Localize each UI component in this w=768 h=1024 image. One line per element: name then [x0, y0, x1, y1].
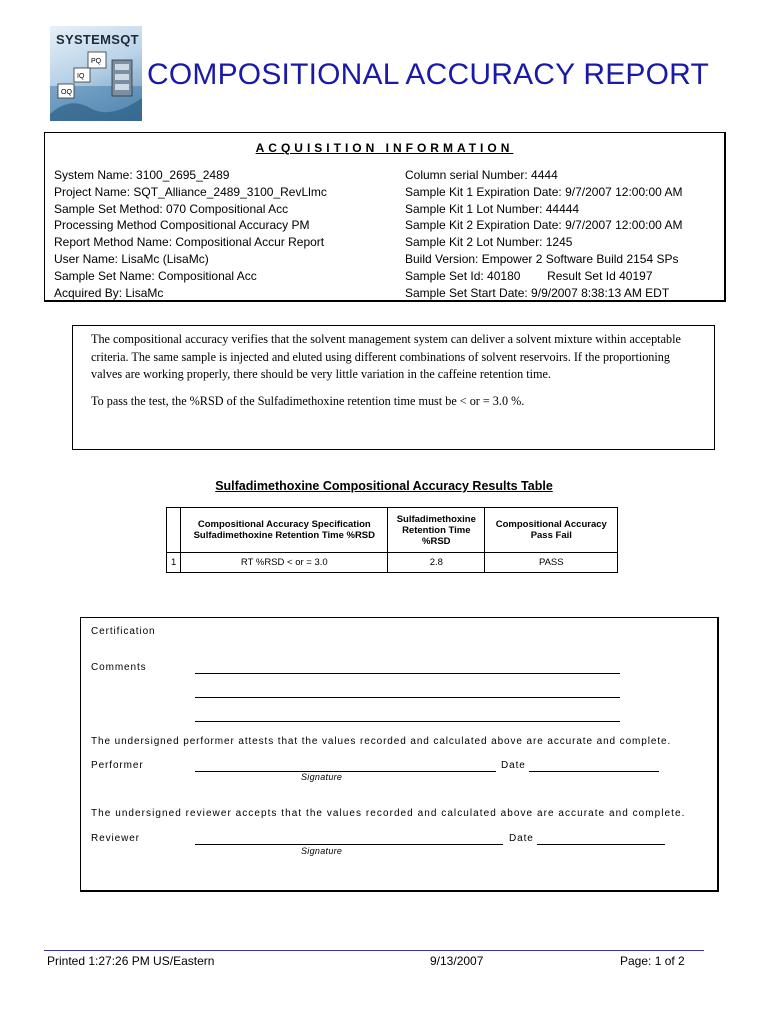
logo-pq-label: PQ: [91, 58, 102, 65]
acquisition-info-box: [44, 132, 726, 302]
system-name: System Name: 3100_2695_2489: [54, 168, 230, 182]
reviewer-date-line[interactable]: [537, 844, 665, 845]
results-table-title: Sulfadimethoxine Compositional Accuracy Results Table: [215, 479, 553, 493]
table-row: [167, 553, 618, 573]
kit1-lot-number: Sample Kit 1 Lot Number: 44444: [405, 201, 580, 216]
kit1-expiration: Sample Kit 1 Expiration Date: 9/7/2007 12:00:00 AM: [405, 184, 683, 199]
row-index: 1: [167, 553, 181, 573]
report-method-name: Report Method Name: Compositional Accur Report: [54, 235, 325, 250]
performer-date-label: Date: [501, 760, 526, 771]
index-header: [167, 508, 181, 553]
pass-criteria-paragraph: To pass the test, the %RSD of the Sulfadimethoxine retention time must be < or = 3.0 %.: [91, 393, 525, 408]
performer-statement: The undersigned performer attests that the values recorded and calculated above are accurate and complete.: [91, 736, 672, 747]
pass-fail-header: Compositional Accuracy Pass Fail: [485, 508, 618, 553]
kit2-expiration: Sample Kit 2 Expiration Date: 9/7/2007 12:00:00 AM: [405, 218, 683, 233]
certification-title: Certification: [91, 626, 156, 637]
test-description-box: [72, 325, 715, 450]
sample-set-method: Sample Set Method: 070 Compositional Acc: [54, 201, 289, 216]
reviewer-date-label: Date: [509, 833, 534, 844]
certification-box: [80, 617, 719, 892]
performer-date-line[interactable]: [529, 771, 659, 772]
print-date: 9/13/2007: [430, 954, 484, 968]
comments-line-1[interactable]: [195, 673, 620, 674]
comments-line-3[interactable]: [195, 721, 620, 722]
reviewer-label: Reviewer: [91, 833, 140, 844]
build-version: Build Version: Empower 2 Software Build 2154 SPs: [405, 251, 679, 266]
results-table: [166, 507, 618, 573]
comments-line-2[interactable]: [195, 697, 620, 698]
results-table-header-row: [167, 508, 618, 553]
kit2-lot-number: Sample Kit 2 Lot Number: 1245: [405, 235, 573, 250]
processing-method: Processing Method Compositional Accuracy PM: [54, 218, 310, 233]
performer-signature-line[interactable]: [195, 771, 496, 772]
project-name: Project Name: SQT_Alliance_2489_3100_RevLlmc: [54, 184, 327, 199]
performer-signature-label: Signature: [301, 772, 343, 782]
reviewer-signature-label: Signature: [301, 846, 343, 856]
acquisition-left-column: [54, 167, 327, 301]
acquisition-heading: ACQUISITION INFORMATION: [255, 141, 514, 155]
user-name: User Name: LisaMc (LisaMc): [54, 251, 209, 266]
comments-label: Comments: [91, 662, 147, 673]
sample-set-start-date: Sample Set Start Date: 9/9/2007 8:38:13 AM EDT: [405, 285, 670, 300]
reviewer-signature-line[interactable]: [195, 844, 503, 845]
reviewer-statement: The undersigned reviewer accepts that the values recorded and calculated above are accurate and complete.: [91, 808, 686, 819]
printed-timestamp: Printed 1:27:26 PM US/Eastern: [47, 954, 215, 968]
rt-rsd-header: Sulfadimethoxine Retention Time %RSD: [388, 508, 485, 553]
page-number: Page: 1 of 2: [620, 954, 685, 968]
report-title: COMPOSITIONAL ACCURACY REPORT: [147, 58, 710, 91]
description-paragraph: The compositional accuracy verifies that the solvent management system can deliver a solvent mixture within acceptable criteria. The same sample is injected and eluted using different combinations of solvent reservoirs. If the proportioning valves are working properly, there should be very little variation in the caffeine retention time.: [91, 332, 681, 382]
sample-set-id: Sample Set Id: 40180 Result Set Id 40197: [405, 268, 653, 283]
footer-divider: [44, 950, 704, 951]
logo-oq-label: OQ: [61, 89, 72, 96]
column-serial-number: Column serial Number: 4444: [405, 168, 558, 182]
sample-set-name: Sample Set Name: Compositional Acc: [54, 268, 257, 283]
spec-header: Compositional Accuracy Specification Sulfadimethoxine Retention Time %RSD: [181, 508, 388, 553]
performer-label: Performer: [91, 760, 144, 771]
logo-text: SYSTEMSQT: [56, 32, 139, 47]
acquisition-right-column: [405, 167, 683, 301]
acquired-by: Acquired By: LisaMc: [54, 285, 164, 300]
row-spec: RT %RSD < or = 3.0: [181, 553, 388, 573]
row-result: PASS: [485, 553, 618, 573]
systemsqt-logo: [50, 26, 142, 121]
row-value: 2.8: [388, 553, 485, 573]
logo-iq-label: IQ: [77, 73, 85, 80]
